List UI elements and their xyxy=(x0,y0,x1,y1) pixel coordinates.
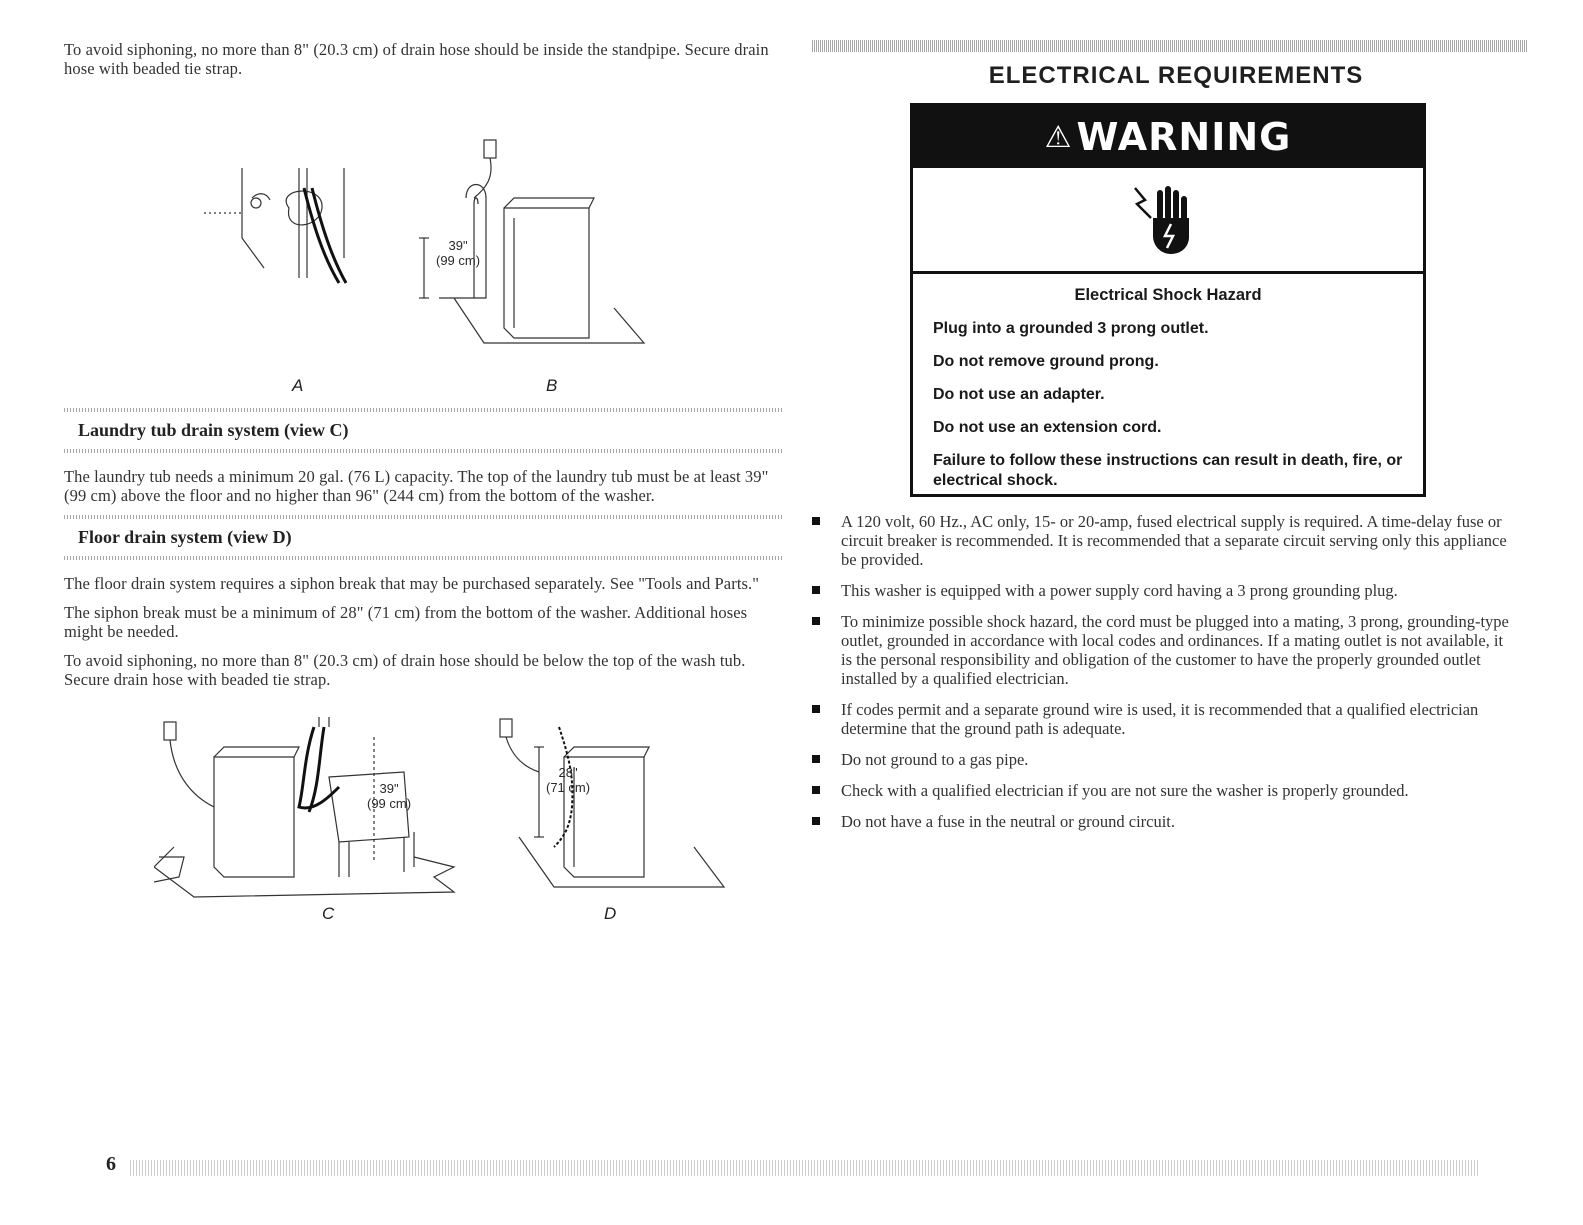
warning-icon-area xyxy=(913,168,1423,274)
list-item xyxy=(812,612,1512,688)
warning-title: WARNING xyxy=(1076,115,1292,159)
list-item-text: This washer is equipped with a power supply cord having a 3 prong grounding plug. xyxy=(841,581,1398,600)
intro-paragraph: To avoid siphoning, no more than 8" (20.3 cm) of drain hose should be inside the standpipe. Secure drain hose with beaded tie strap. xyxy=(64,40,769,78)
figure-c-dimension xyxy=(367,781,411,811)
section-rule xyxy=(64,408,784,412)
electrical-shock-hand-icon xyxy=(1131,182,1201,262)
warning-line: Failure to follow these instructions can result in death, fire, or electrical shock. xyxy=(933,452,1403,489)
list-item xyxy=(812,700,1512,738)
header-band xyxy=(812,40,1527,52)
figures-ab xyxy=(64,88,784,395)
bullet-icon xyxy=(812,617,820,625)
page-heading: ELECTRICAL REQUIREMENTS xyxy=(988,62,1364,89)
list-item-text: Do not ground to a gas pipe. xyxy=(841,750,1029,769)
bullet-icon xyxy=(812,817,820,825)
bullet-icon xyxy=(812,517,820,525)
list-item xyxy=(812,781,1512,800)
warning-body xyxy=(913,274,1423,491)
bullet-icon xyxy=(812,786,820,794)
figures-cd xyxy=(64,699,784,929)
figure-c-illustration xyxy=(154,717,534,902)
floor-drain-paragraph-1: The floor drain system requires a siphon break that may be purchased separately. See "Tools and Parts." xyxy=(64,574,760,593)
left-column xyxy=(64,40,784,929)
list-item-text: A 120 volt, 60 Hz., AC only, 15- or 20-amp, fused electrical supply is required. A time-delay fuse or circuit breaker is recommended. It is recommended that a separate circuit serving only this appliance be provided. xyxy=(841,512,1507,569)
dimension-imperial: 39" xyxy=(379,781,399,796)
laundry-tub-paragraph: The laundry tub needs a minimum 20 gal. (76 L) capacity. The top of the laundry tub must be at least 39" (99 cm) above the floor and no higher than 96" (244 cm) from the bottom of the washer. xyxy=(64,467,769,505)
hazard-title: Electrical Shock Hazard xyxy=(1074,286,1262,304)
list-item-text: Do not have a fuse in the neutral or ground circuit. xyxy=(841,812,1176,831)
figure-d-dimension xyxy=(546,765,590,795)
dimension-metric: (99 cm) xyxy=(436,253,481,268)
floor-drain-heading: Floor drain system (view D) xyxy=(78,527,292,547)
warning-header xyxy=(913,106,1423,168)
floor-drain-paragraph-3: To avoid siphoning, no more than 8" (20.3 cm) of drain hose should be below the top of the wash tub. Secure drain hose with beaded tie strap. xyxy=(64,651,746,689)
requirements-list xyxy=(812,512,1512,843)
figure-c-label: C xyxy=(322,904,335,923)
dimension-imperial: 39" xyxy=(448,238,468,253)
floor-drain-paragraph-2: The siphon break must be a minimum of 28" (71 cm) from the bottom of the washer. Additional hoses might be needed. xyxy=(64,603,748,641)
page-number: 6 xyxy=(106,1153,116,1175)
section-rule xyxy=(64,515,784,519)
list-item xyxy=(812,512,1512,569)
laundry-tub-heading: Laundry tub drain system (view C) xyxy=(78,420,349,440)
warning-box xyxy=(910,103,1426,497)
figure-b-dimension xyxy=(436,238,480,268)
dimension-metric: (99 cm) xyxy=(367,796,412,811)
figure-d-illustration xyxy=(494,717,744,907)
dimension-metric: (71 cm) xyxy=(546,780,591,795)
list-item xyxy=(812,581,1512,600)
footer-band xyxy=(130,1160,1480,1176)
warning-line: Plug into a grounded 3 prong outlet. xyxy=(933,320,1209,337)
list-item xyxy=(812,750,1512,769)
list-item xyxy=(812,812,1512,831)
list-item-text: Check with a qualified electrician if you are not sure the washer is properly grounded. xyxy=(841,781,1409,800)
list-item-text: If codes permit and a separate ground wire is used, it is recommended that a qualified electrician determine that the ground path is adequate. xyxy=(841,700,1479,738)
figure-a-illustration xyxy=(204,158,434,288)
warning-line: Do not use an adapter. xyxy=(933,386,1105,403)
dimension-imperial: 28" xyxy=(558,765,578,780)
warning-line: Do not remove ground prong. xyxy=(933,353,1159,370)
figure-b-label: B xyxy=(546,376,558,395)
bullet-icon xyxy=(812,586,820,594)
warning-line: Do not use an extension cord. xyxy=(933,419,1162,436)
bullet-icon xyxy=(812,755,820,763)
bullet-icon xyxy=(812,705,820,713)
list-item-text: To minimize possible shock hazard, the cord must be plugged into a mating, 3 prong, grounding-type outlet, grounded in accordance with local codes and ordinances. If a mating outlet is not available, it is the personal responsibility and obligation of the customer to have the properly grounded outlet installed by a qualified electrician. xyxy=(841,612,1509,688)
figure-d-label: D xyxy=(604,904,617,923)
section-rule xyxy=(64,449,784,453)
figure-a-label: A xyxy=(292,376,304,395)
warning-triangle-icon: ⚠ xyxy=(1044,119,1073,155)
section-rule xyxy=(64,556,784,560)
